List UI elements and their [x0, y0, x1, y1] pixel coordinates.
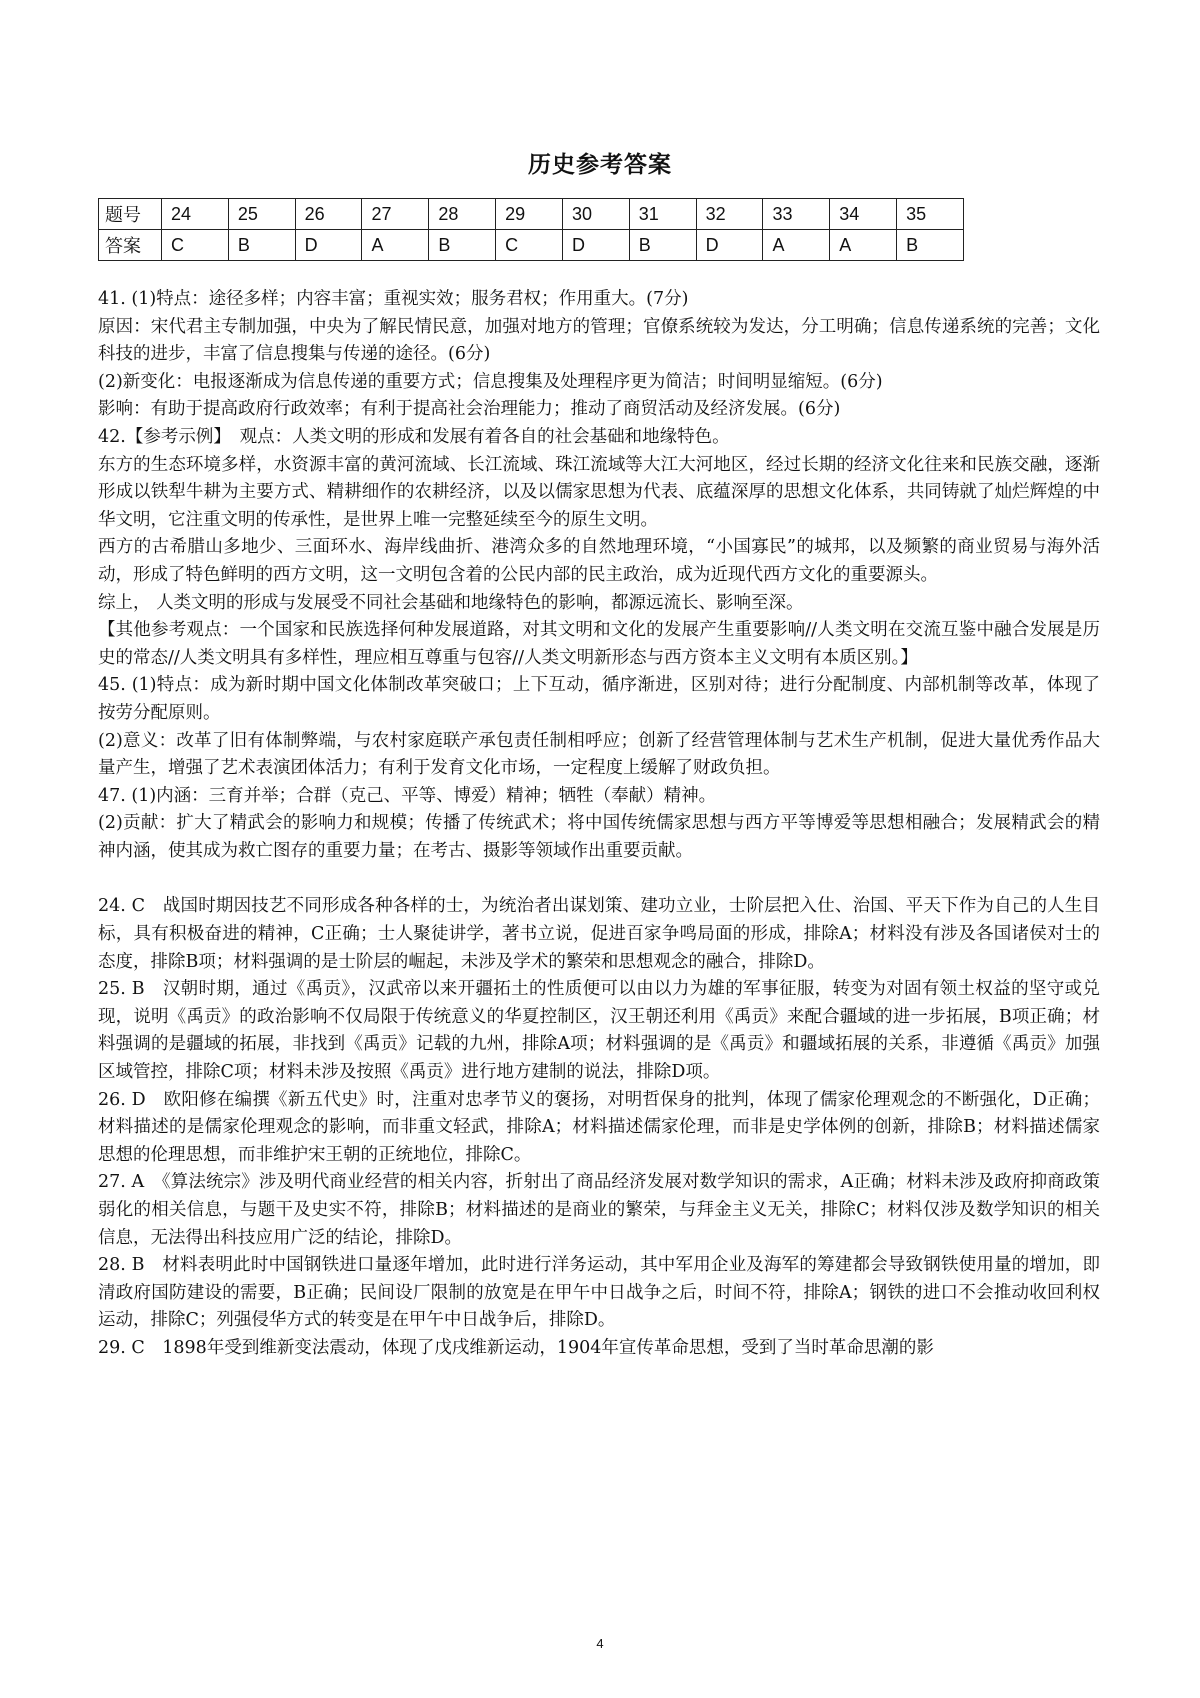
page-title: 历史参考答案: [528, 152, 672, 178]
answer-cell: C: [162, 230, 229, 261]
answer-cell: A: [362, 230, 429, 261]
answer-cell: C: [496, 230, 563, 261]
explanation-paragraph: 24. C 战国时期因技艺不同形成各种各样的士，为统治者出谋划策、建功立业，士阶层把入仕、治国、平天下作为自己的人生目标，具有积极奋进的精神，C正确；士人聚徒讲学，著书立说，促进百家争鸣局面的形成，排除A；材料没有涉及各国诸侯对士的态度，排除B项；材料强调的是士阶层的崛起，未涉及学术的繁荣和思想观念的融合，排除D。: [98, 896, 1100, 972]
question-number-cell: 30: [562, 199, 629, 230]
explanation-paragraph: 25. B 汉朝时期，通过《禹贡》，汉武帝以来开疆拓土的性质便可以由以力为雄的军事征服，转变为对固有领土权益的坚守或兑现，说明《禹贡》的政治影响不仅局限于传统意义的华夏控制区，汉王朝还利用《禹贡》来配合疆域的进一步拓展，B项正确；材料强调的是疆域的拓展，非找到《禹贡》记载的九州，排除A项；材料强调的是《禹贡》和疆域拓展的关系，非遵循《禹贡》加强区域管控，排除C项；材料未涉及按照《禹贡》进行地方建制的说法，排除D项。: [98, 979, 1100, 1083]
question-number-label: 题号: [99, 199, 162, 230]
answer-paragraph: 【其他参考观点：一个国家和民族选择何种发展道路，对其文明和文化的发展产生重要影响//人类文明在交流互鉴中融合发展是历史的常态//人类文明具有多样性，理应相互尊重与包容//人类文明新形态与西方资本主义文明有本质区别。】: [98, 620, 1100, 668]
question-number-cell: 29: [496, 199, 563, 230]
answer-body: [98, 286, 1100, 1363]
explanation-paragraph: 28. B 材料表明此时中国钢铁进口量逐年增加，此时进行洋务运动，其中军用企业及海军的筹建都会导致钢铁使用量的增加，即清政府国防建设的需要，B正确；民间设厂限制的放宽是在甲午中日战争之后，时间不符，排除A；钢铁的进口不会推动收回利权运动，排除C；列强侵华方式的转变是在甲午中日战争后，排除D。: [98, 1255, 1100, 1331]
answer-paragraph: 东方的生态环境多样，水资源丰富的黄河流域、长江流域、珠江流域等大江大河地区，经过长期的经济文化往来和民族交融，逐渐形成以铁犁牛耕为主要方式、精耕细作的农耕经济，以及以儒家思想为代表、底蕴深厚的思想文化体系，共同铸就了灿烂辉煌的中华文明，它注重文明的传承性，是世界上唯一完整延续至今的原生文明。: [98, 454, 1100, 530]
answer-paragraph: 影响：有助于提高政府行政效率；有利于提高社会治理能力；推动了商贸活动及经济发展。(6分): [98, 399, 841, 420]
question-number-cell: 32: [696, 199, 763, 230]
answer-row: [99, 230, 964, 261]
question-number-cell: 28: [429, 199, 496, 230]
answer-cell: D: [295, 230, 362, 261]
answer-cell: B: [228, 230, 295, 261]
answer-paragraph: 45. (1)特点：成为新时期中国文化体制改革突破口；上下互动，循序渐进，区别对待；进行分配制度、内部机制等改革，体现了按劳分配原则。: [98, 675, 1100, 723]
answer-cell: D: [696, 230, 763, 261]
answer-paragraph: (2)贡献：扩大了精武会的影响力和规模；传播了传统武术；将中国传统儒家思想与西方平等博爱等思想相融合；发展精武会的精神内涵，使其成为救亡图存的重要力量；在考古、摄影等领域作出重要贡献。: [98, 813, 1100, 861]
answer-cell: B: [897, 230, 964, 261]
answer-cell: B: [629, 230, 696, 261]
question-number-row: [99, 199, 964, 230]
explanation-paragraph: 26. D 欧阳修在编撰《新五代史》时，注重对忠孝节义的褒扬，对明哲保身的批判，体现了儒家伦理观念的不断强化，D正确；材料描述的是儒家伦理观念的影响，而非重文轻武，排除A；材料描述儒家伦理，而非是史学体例的创新，排除B；材料描述儒家思想的伦理思想，而非维护宋王朝的正统地位，排除C。: [98, 1089, 1100, 1165]
question-number-cell: 35: [897, 199, 964, 230]
answer-label: 答案: [99, 230, 162, 261]
explanation-paragraph: 27. A 《算法统宗》涉及明代商业经营的相关内容，折射出了商品经济发展对数学知识的需求，A正确；材料未涉及政府抑商政策弱化的相关信息，与题干及史实不符，排除B；材料描述的是商业的繁荣，与拜金主义无关，排除C；材料仅涉及数学知识的相关信息，无法得出科技应用广泛的结论，排除D。: [98, 1172, 1100, 1248]
explanation-paragraph: 29. C 1898年受到维新变法震动，体现了戊戌维新运动，1904年宣传革命思想，受到了当时革命思潮的影: [98, 1337, 934, 1358]
answer-cell: B: [429, 230, 496, 261]
question-number-cell: 34: [830, 199, 897, 230]
section-gap: [98, 865, 1100, 893]
question-number-cell: 26: [295, 199, 362, 230]
answer-cell: D: [562, 230, 629, 261]
question-number-cell: 27: [362, 199, 429, 230]
question-number-cell: 24: [162, 199, 229, 230]
question-number-cell: 25: [228, 199, 295, 230]
answer-paragraph: 41. (1)特点：途径多样；内容丰富；重视实效；服务君权；作用重大。(7分): [98, 289, 689, 309]
question-number-cell: 31: [629, 199, 696, 230]
answer-paragraph: 47. (1)内涵：三育并举；合群（克己、平等、博爱）精神；牺牲（奉献）精神。: [98, 785, 717, 806]
answer-paragraph: 42.【参考示例】 观点：人类文明的形成和发展有着各自的社会基础和地缘特色。: [98, 426, 730, 447]
answer-paragraph: (2)新变化：电报逐渐成为信息传递的重要方式；信息搜集及处理程序更为简洁；时间明显缩短。(6分): [98, 371, 883, 392]
answer-cell: A: [763, 230, 830, 261]
question-number-cell: 33: [763, 199, 830, 230]
answer-paragraph: 西方的古希腊山多地少、三面环水、海岸线曲折、港湾众多的自然地理环境，“小国寡民”的城邦，以及频繁的商业贸易与海外活动，形成了特色鲜明的西方文明，这一文明包含着的公民内部的民主政治，成为近现代西方文化的重要源头。: [98, 537, 1100, 585]
answer-paragraph: (2)意义：改革了旧有体制弊端，与农村家庭联产承包责任制相呼应；创新了经营管理体制与艺术生产机制，促进大量优秀作品大量产生，增强了艺术表演团体活力；有利于发育文化市场，一定程度上缓解了财政负担。: [98, 730, 1100, 779]
answer-paragraph: 综上， 人类文明的形成与发展受不同社会基础和地缘特色的影响，都源远流长、影响至深。: [98, 592, 804, 613]
answer-cell: A: [830, 230, 897, 261]
page-number: 4: [596, 1636, 604, 1651]
answer-table: [98, 198, 964, 261]
answer-paragraph: 原因：宋代君主专制加强，中央为了解民情民意，加强对地方的管理；官僚系统较为发达，分工明确；信息传递系统的完善；文化科技的进步，丰富了信息搜集与传递的途径。(6分): [98, 316, 1100, 365]
